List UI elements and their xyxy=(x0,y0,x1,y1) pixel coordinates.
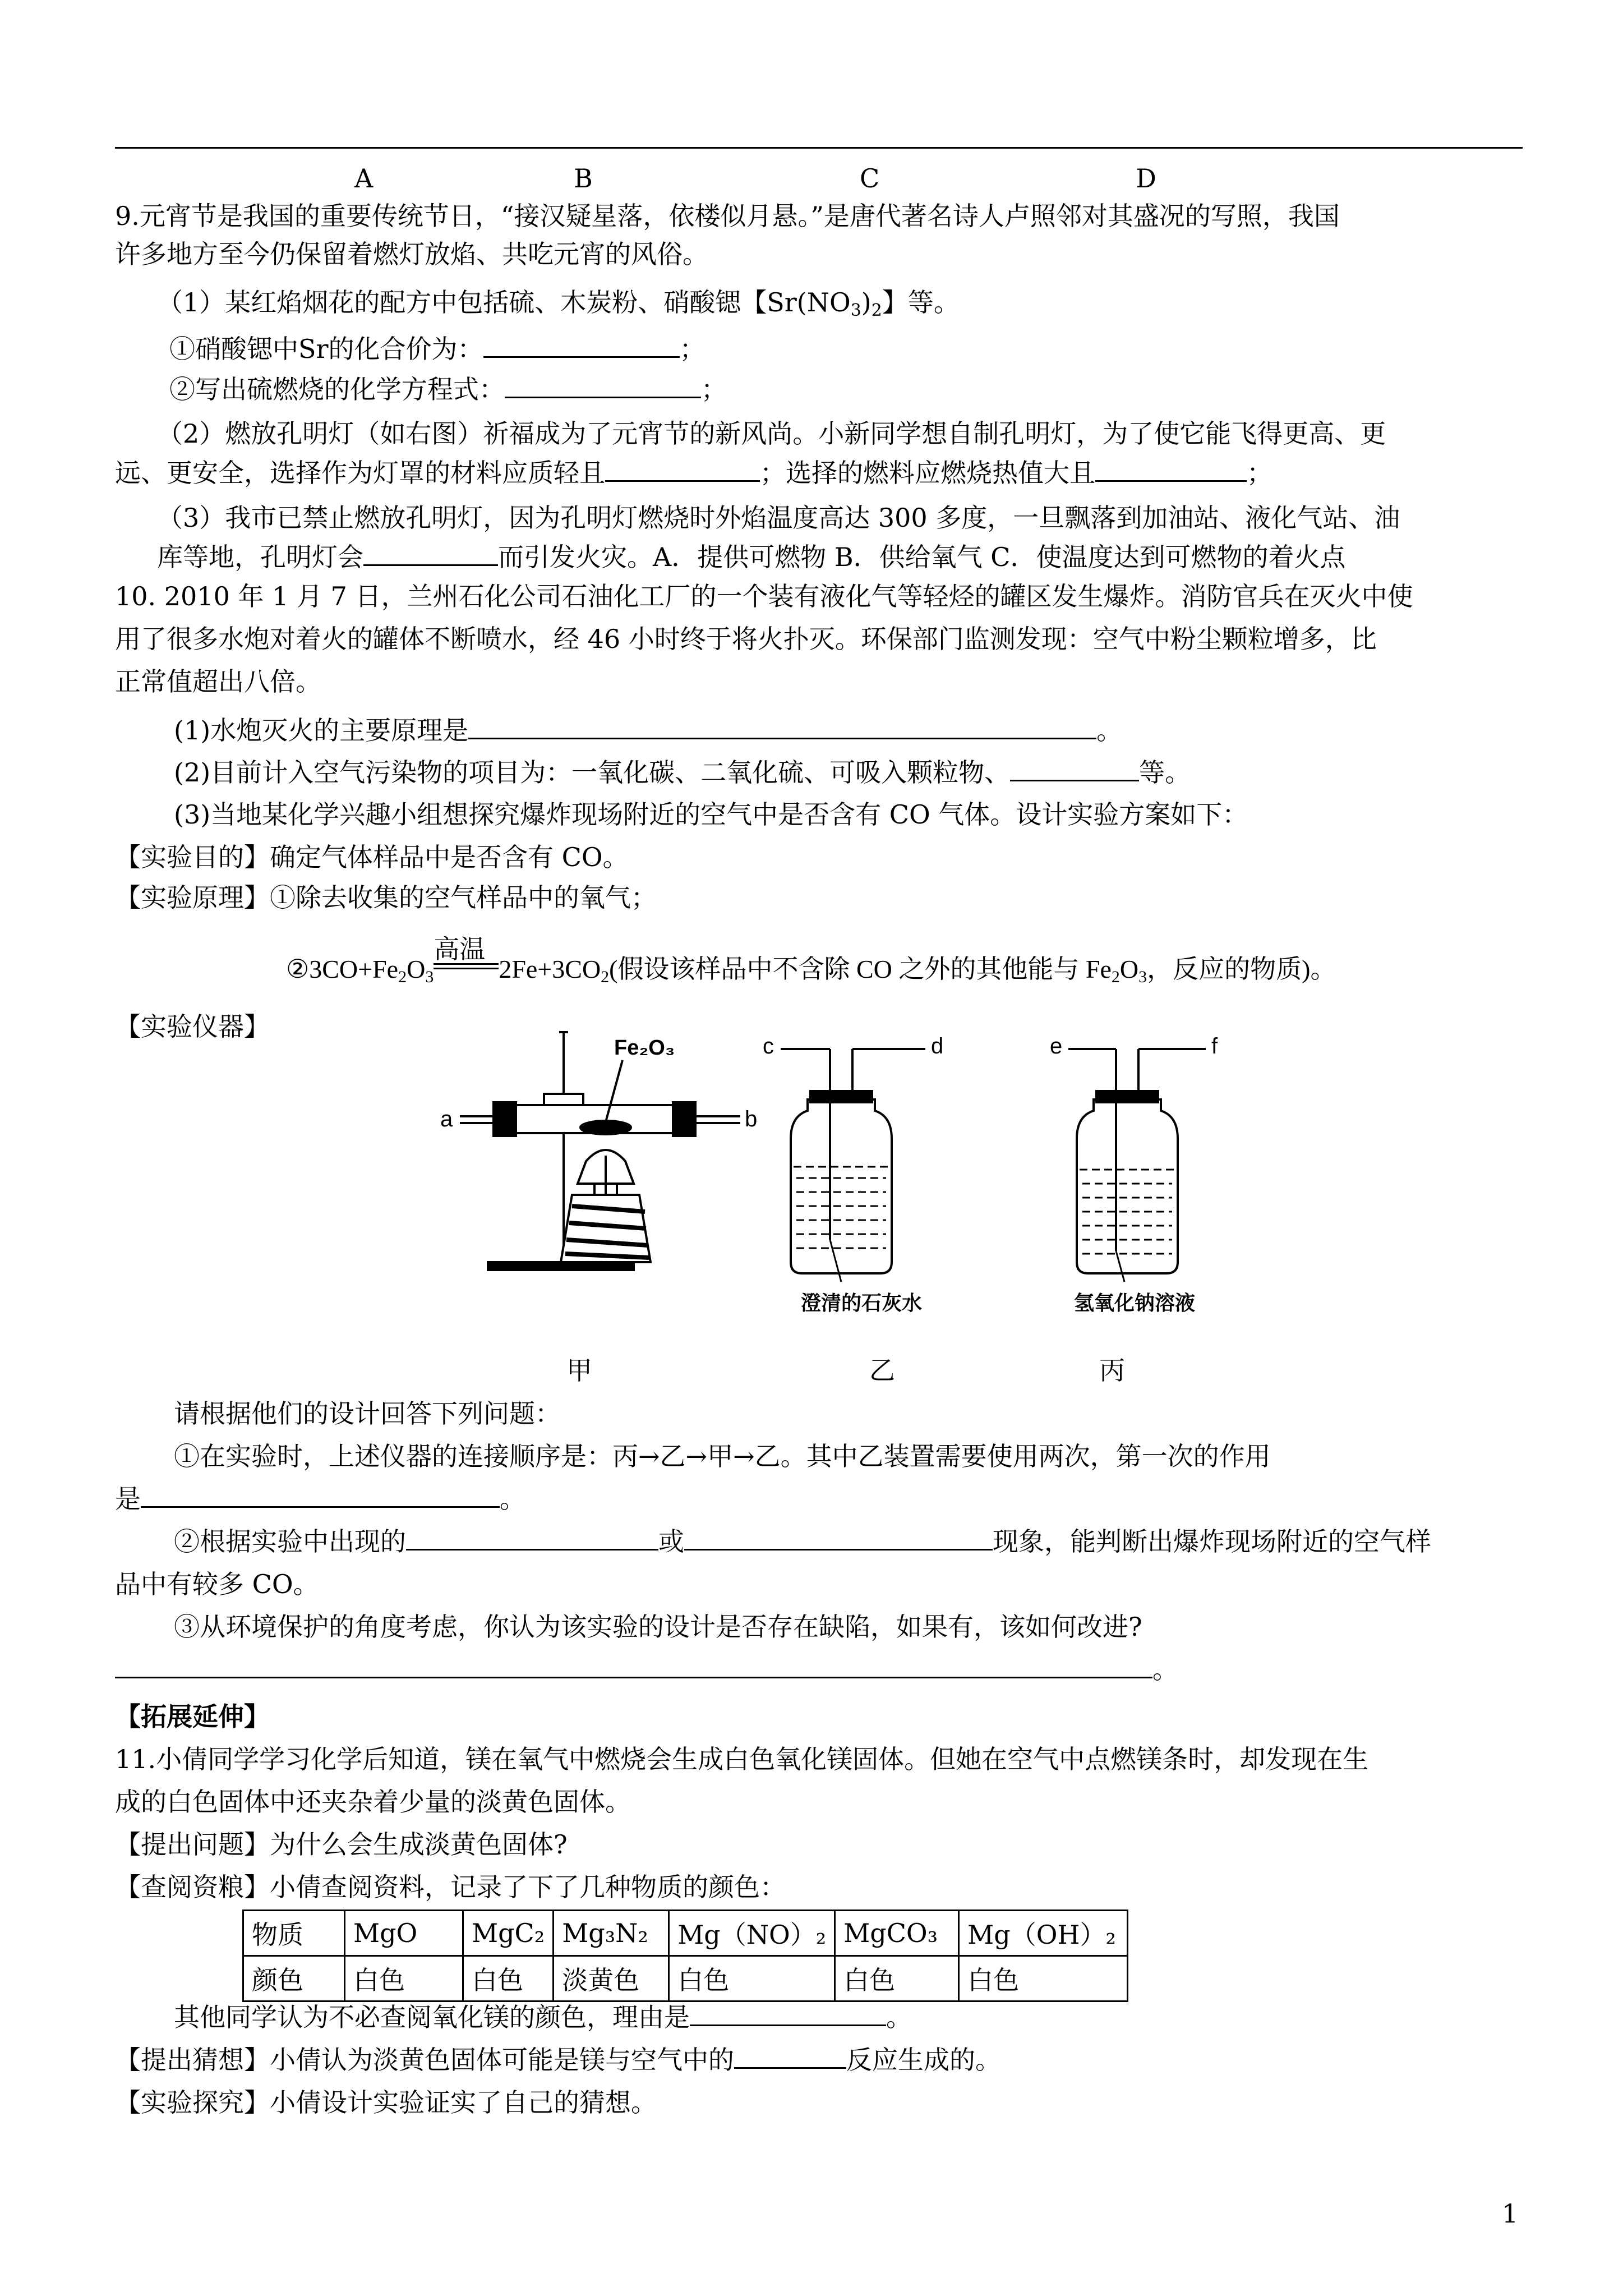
reaction-equation: $②3CO+Fe_2O_3$ 高温 $2Fe+3CO_2$(假设该样品中不含除 CO 之外的其他能与 $Fe_2O_3$，反应的物质)。 xyxy=(286,935,1336,986)
answer-blank[interactable] xyxy=(483,334,680,358)
q11-other: 其他同学认为不必查阅氧化镁的颜色，理由是 。 xyxy=(174,2002,912,2032)
q10-stem-line1: 10. 2010 年 1 月 7 日，兰州石化公司石油化工厂的一个装有液化气等轻烃的罐区发生爆炸。消防官兵在灭火中使 xyxy=(115,581,1413,611)
q10-stem-line2: 用了很多水炮对着火的罐体不断喷水，经 46 小时终于将火扑灭。环保部门监测发现：空气中粉尘颗粒增多，比 xyxy=(115,624,1377,654)
caption-bing: 丙 xyxy=(1099,1355,1125,1386)
table-cell: 白色 xyxy=(669,1956,835,2001)
answer-blank[interactable] xyxy=(684,1526,993,1550)
q9-part1: （1）某红焰烟花的配方中包括硫、木炭粉、硝酸锶【$Sr(NO_3)_2$】等。 xyxy=(157,287,960,320)
label-b: b xyxy=(745,1107,758,1131)
table-cell: 白色 xyxy=(959,1956,1128,2001)
table-cell: Mg（NO）₂ xyxy=(669,1911,835,1956)
table-cell: 白色 xyxy=(835,1956,959,2001)
condition-high-temp: 高温 xyxy=(434,935,486,964)
table-row xyxy=(243,1956,1128,2001)
caption-yi: 乙 xyxy=(869,1355,895,1386)
option-d: D xyxy=(1136,163,1156,194)
page-number: 1 xyxy=(1502,2198,1519,2229)
answer-blank[interactable] xyxy=(115,1654,1152,1678)
table-cell: MgC₂ xyxy=(463,1911,554,1956)
table-cell: 白色 xyxy=(345,1956,463,2001)
table-cell: MgO xyxy=(345,1911,463,1956)
answer-blank[interactable] xyxy=(363,542,498,566)
answer-blank[interactable] xyxy=(406,1526,658,1550)
q10-sub1-line1: ①在实验时，上述仪器的连接顺序是：丙→乙→甲→乙。其中乙装置需要使用两次，第一次的作用 xyxy=(174,1441,1271,1471)
caption-jia: 甲 xyxy=(566,1355,592,1386)
table-cell: 颜色 xyxy=(243,1956,345,2001)
top-rule xyxy=(115,147,1523,149)
answer-blank[interactable] xyxy=(690,2002,886,2026)
answer-blank[interactable] xyxy=(141,1484,500,1508)
answer-blank[interactable] xyxy=(468,715,1096,739)
q10-ask: 请根据他们的设计回答下列问题： xyxy=(174,1398,561,1429)
q9-part3-line2: 库等地，孔明灯会 而引发火灾。A．提供可燃物 B．供给氧气 C．使温度达到可燃物的着火点 xyxy=(157,542,1346,572)
q11-hypothesis: 【提出猜想】小倩认为淡黄色固体可能是镁与空气中的 反应生成的。 xyxy=(115,2045,1001,2075)
label-fe2o3: Fe₂O₃ xyxy=(614,1036,675,1060)
label-c: c xyxy=(763,1034,774,1059)
option-a: A xyxy=(354,163,374,194)
q9-part2-line2: 远、更安全，选择作为灯罩的材料应质轻且 ；选择的燃料应燃烧热值大且 ； xyxy=(115,458,1272,488)
q10-sub2-line2: 品中有较多 CO。 xyxy=(115,1569,319,1599)
apparatus-bing xyxy=(1068,1049,1206,1282)
q11-consult: 【查阅资粮】小倩查阅资料，记录了下了几种物质的颜色： xyxy=(115,1872,786,1902)
q10-part3: (3)当地某化学兴趣小组想探究爆炸现场附近的空气中是否含有 CO 气体。设计实验方案如下： xyxy=(174,799,1248,830)
q11-stem-line1: 11.小倩同学学习化学后知道，镁在氧气中燃烧会生成白色氧化镁固体。但她在空气中点燃镁条时，却发现在生 xyxy=(115,1744,1369,1774)
option-c: C xyxy=(860,163,880,194)
answer-blank[interactable] xyxy=(1010,757,1139,781)
answer-blank[interactable] xyxy=(734,2045,846,2069)
q10-sub2-line1: ②根据实验中出现的 或 现象，能判断出爆炸现场附近的空气样 xyxy=(174,1526,1431,1557)
q11-stem-line2: 成的白色固体中还夹杂着少量的淡黄色固体。 xyxy=(115,1787,631,1817)
table-cell: MgCO₃ xyxy=(835,1911,959,1956)
label-limewater: 澄清的石灰水 xyxy=(801,1291,923,1314)
apparatus-jia xyxy=(460,1032,740,1270)
table-cell: 白色 xyxy=(463,1956,554,2001)
label-e: e xyxy=(1050,1034,1063,1059)
table-cell: 物质 xyxy=(243,1911,345,1956)
answer-blank[interactable] xyxy=(505,374,701,398)
q9-part2-line1: （2）燃放孔明灯（如右图）祈福成为了元宵节的新风尚。小新同学想自制孔明灯，为了使它能飞得更高、更 xyxy=(157,418,1386,449)
option-b: B xyxy=(574,163,593,194)
q10-aim: 【实验目的】确定气体样品中是否含有 CO。 xyxy=(115,842,629,872)
q10-apparatus-heading: 【实验仪器】 xyxy=(115,1011,270,1042)
q9-part1a: ①硝酸锶中Sr的化合价为： ； xyxy=(169,334,706,364)
q10-sub3: ③从环境保护的角度考虑，你认为该实验的设计是否存在缺陷，如果有，该如何改进? xyxy=(174,1612,1142,1642)
table-cell: Mg₃N₂ xyxy=(554,1911,669,1956)
apparatus-figure xyxy=(437,1027,1256,1318)
q10-stem-line3: 正常值超出八倍。 xyxy=(115,666,321,697)
extend-heading: 【拓展延伸】 xyxy=(115,1701,270,1732)
q9-part3-line1: （3）我市已禁止燃放孔明灯，因为孔明灯燃烧时外焰温度高达 300 多度，一旦飘落到加油站、液化气站、油 xyxy=(157,503,1400,533)
q10-sub1-line2: 是 。 xyxy=(115,1484,525,1514)
q9-stem-line1: 9.元宵节是我国的重要传统节日，“接汉疑星落，依楼似月悬。”是唐代著名诗人卢照邻对其盛况的写照，我国 xyxy=(115,201,1340,231)
q10-principle: 【实验原理】①除去收集的空气样品中的氧气； xyxy=(115,882,657,913)
q10-sub3-answer: 。 xyxy=(115,1654,1178,1685)
answer-blank[interactable] xyxy=(1095,458,1247,482)
q9-part1b: ②写出硫燃烧的化学方程式： ； xyxy=(169,374,727,404)
table-cell: Mg（OH）₂ xyxy=(959,1911,1128,1956)
q10-part2: (2)目前计入空气污染物的项目为：一氧化碳、二氧化硫、可吸入颗粒物、 等。 xyxy=(174,757,1191,788)
q10-part1: (1)水炮灭火的主要原理是 。 xyxy=(174,715,1123,746)
label-f: f xyxy=(1211,1034,1218,1059)
reaction-condition-arrow xyxy=(434,935,499,978)
label-d: d xyxy=(931,1034,944,1059)
color-table xyxy=(242,1910,1128,2002)
label-a: a xyxy=(440,1107,453,1131)
apparatus-yi xyxy=(781,1049,925,1282)
table-cell: 淡黄色 xyxy=(554,1956,669,2001)
answer-blank[interactable] xyxy=(605,458,760,482)
table-row xyxy=(243,1911,1128,1956)
q11-explore: 【实验探究】小倩设计实验证实了自己的猜想。 xyxy=(115,2087,657,2118)
q9-stem-line2: 许多地方至今仍保留着燃灯放焰、共吃元宵的风俗。 xyxy=(115,239,708,269)
label-naoh: 氢氧化钠溶液 xyxy=(1074,1291,1196,1314)
q11-question: 【提出问题】为什么会生成淡黄色固体? xyxy=(115,1829,568,1860)
